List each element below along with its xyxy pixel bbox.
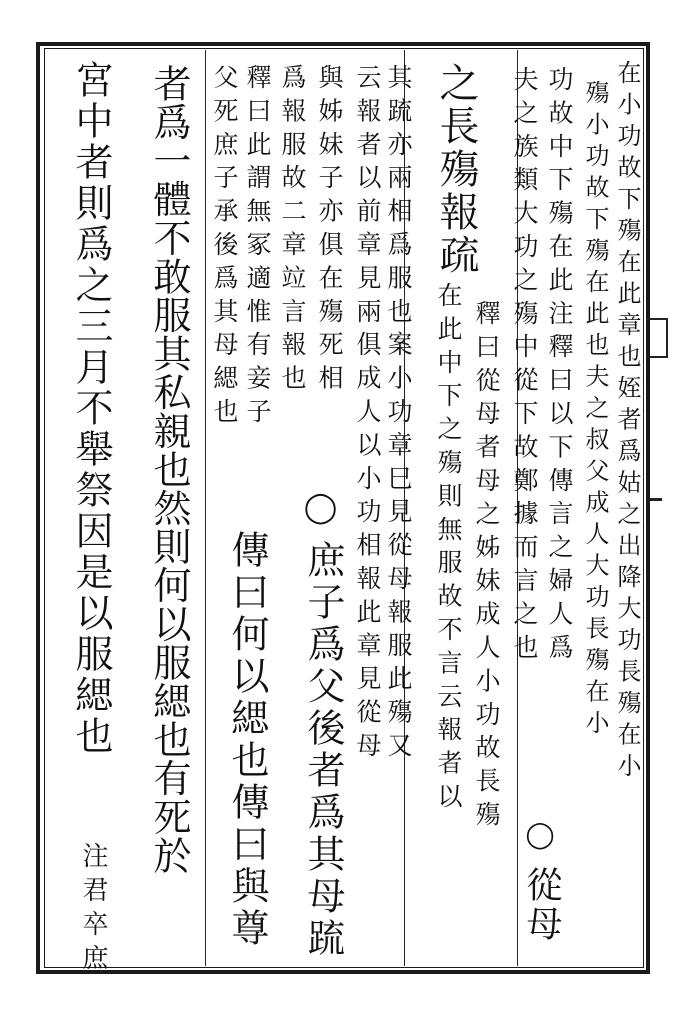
circle-marker [527, 820, 553, 850]
column-text: 宮中者則爲之三月不舉祭因是以服緦也 [69, 60, 113, 757]
circle-marker-glyph: ◯ [303, 490, 338, 525]
text-column [547, 66, 572, 667]
column-text: 夫之族類大功之殤中從下故鄭據而言之也 [510, 66, 539, 668]
text-column [583, 80, 607, 742]
text-column [386, 64, 411, 765]
column-text: 父死庶子承後爲其母緦也 [210, 64, 239, 432]
text-column [615, 60, 639, 785]
column-text: 功故中下殤在此注釋曰以下傳言之婦人爲 [545, 66, 574, 668]
text-column [317, 64, 342, 398]
column-text: 在此中下之殤則無服故不言云報者以 [434, 282, 463, 817]
text-column [474, 300, 499, 834]
column-text: 與姊妹子亦俱在殤死相 [315, 64, 344, 398]
column-rule [205, 50, 206, 966]
text-column-large [225, 530, 269, 950]
text-column-large [433, 62, 479, 277]
page-edge-mark [650, 498, 662, 501]
circle-marker [303, 490, 338, 525]
column-text: 爲報服故二章竝言報也 [278, 64, 307, 398]
column-text: 之長殤報疏 [433, 62, 479, 277]
page-edge-tab [646, 318, 668, 358]
column-text: 從母 [521, 866, 562, 944]
column-text: 殤小功故下殤在此也夫之叔父成人大功長殤在小 [581, 80, 609, 742]
text-column-large [69, 60, 113, 757]
column-text: 云報者以前章見兩俱成人以小功相報此章見從母 [353, 64, 382, 766]
text-column-large [301, 540, 345, 960]
text-column-large [521, 866, 562, 944]
text-column [512, 66, 537, 667]
text-column [80, 842, 106, 978]
column-text: 釋曰此謂無冢適惟有妾子 [243, 64, 272, 432]
text-column [355, 64, 380, 765]
text-column [212, 64, 237, 431]
column-text: 在小功故下殤在此章也姪者爲姑之出降大功長殤在小 [613, 60, 641, 785]
circle-marker-glyph: ◯ [525, 820, 555, 850]
column-text: 其䟽亦兩相爲服也案小功章巳見從母報服此殤又 [384, 64, 413, 766]
column-text: 庶子爲父後者爲其母䟽 [301, 540, 345, 960]
column-text: 者爲一體不敢服其私親也然則何以服緦也有死於 [147, 64, 191, 875]
text-column [280, 64, 305, 398]
text-column [436, 282, 461, 816]
column-text: 注君卒庶 [78, 842, 108, 978]
column-text: 釋曰從母者母之姊妹成人小功故長殤 [472, 300, 501, 835]
text-column [245, 64, 270, 431]
column-text: 傳曰何以緦也傳曰與尊 [225, 530, 269, 950]
text-column-large [147, 64, 191, 875]
